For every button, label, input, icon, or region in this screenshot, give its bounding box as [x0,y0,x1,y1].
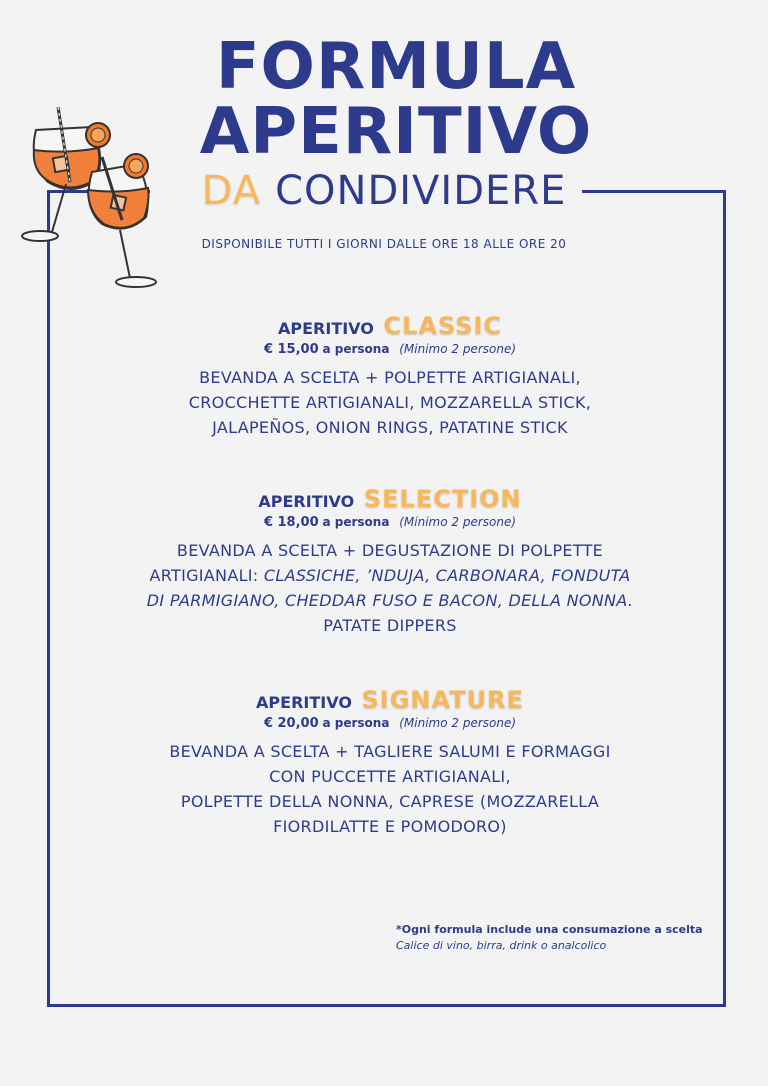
section-description [80,538,700,638]
subtitle [0,168,768,214]
section-name: SELECTION [363,485,522,513]
minimum-note: (Minimo 2 persone) [399,342,517,356]
price: € 20,00 [263,716,319,731]
description-line: DI PARMIGIANO, CHEDDAR FUSO E BACON, DELLA NONNA. [146,591,634,610]
description-line: PATATE DIPPERS [323,616,457,635]
price-unit: a persona [322,342,390,356]
price-line [80,342,700,357]
price-unit: a persona [322,515,390,529]
price-line [80,515,700,530]
description-line: CON PUCCETTE ARTIGIANALI, [269,767,511,786]
section-description [80,365,700,440]
footnote-line-1: *Ogni formula include una consumazione a scelta [396,923,703,936]
description-line [80,563,700,588]
description-line: BEVANDA A SCELTA + POLPETTE ARTIGIANALI, [199,368,581,387]
minimum-note: (Minimo 2 persone) [399,716,517,730]
section-description [80,739,700,839]
description-line: JALAPEÑOS, ONION RINGS, PATATINE STICK [212,418,568,437]
section-prefix: APERITIVO [258,492,355,511]
subtitle-accent: DA [201,168,262,214]
description-line: FIORDILATTE E POMODORO) [273,817,507,836]
availability-text: DISPONIBILE TUTTI I GIORNI DALLE ORE 18 ALLE ORE 20 [201,237,567,251]
description-line: BEVANDA A SCELTA + TAGLIERE SALUMI E FORMAGGI [169,742,611,761]
description-line: CROCCHETTE ARTIGIANALI, MOZZARELLA STICK, [188,393,592,412]
footnote [396,923,703,952]
minimum-note: (Minimo 2 persone) [399,515,517,529]
description-plain: ARTIGIANALI: [149,566,264,585]
title-line-1: FORMULA [215,30,577,104]
section-signature [80,686,700,839]
footnote-line-2: Calice di vino, birra, drink o analcolico [396,939,607,952]
description-line: BEVANDA A SCELTA + DEGUSTAZIONE DI POLPETTE [176,541,604,560]
section-prefix: APERITIVO [278,319,374,338]
price: € 15,00 [263,342,319,357]
section-name: SIGNATURE [361,686,524,714]
price-unit: a persona [322,716,390,730]
section-selection [80,485,700,638]
section-classic [80,312,700,440]
section-heading [80,485,700,513]
description-line: POLPETTE DELLA NONNA, CAPRESE (MOZZARELLA [180,792,600,811]
section-name: CLASSIC [383,312,502,340]
subtitle-main: CONDIVIDERE [275,168,567,214]
section-heading [80,686,700,714]
description-italic: CLASSICHE, ’NDUJA, CARBONARA, FONDUTA [263,566,631,585]
section-prefix: APERITIVO [256,693,352,712]
section-heading [80,312,700,340]
title-line-2: APERITIVO [199,95,593,169]
price-line [80,716,700,731]
price: € 18,00 [263,515,319,530]
